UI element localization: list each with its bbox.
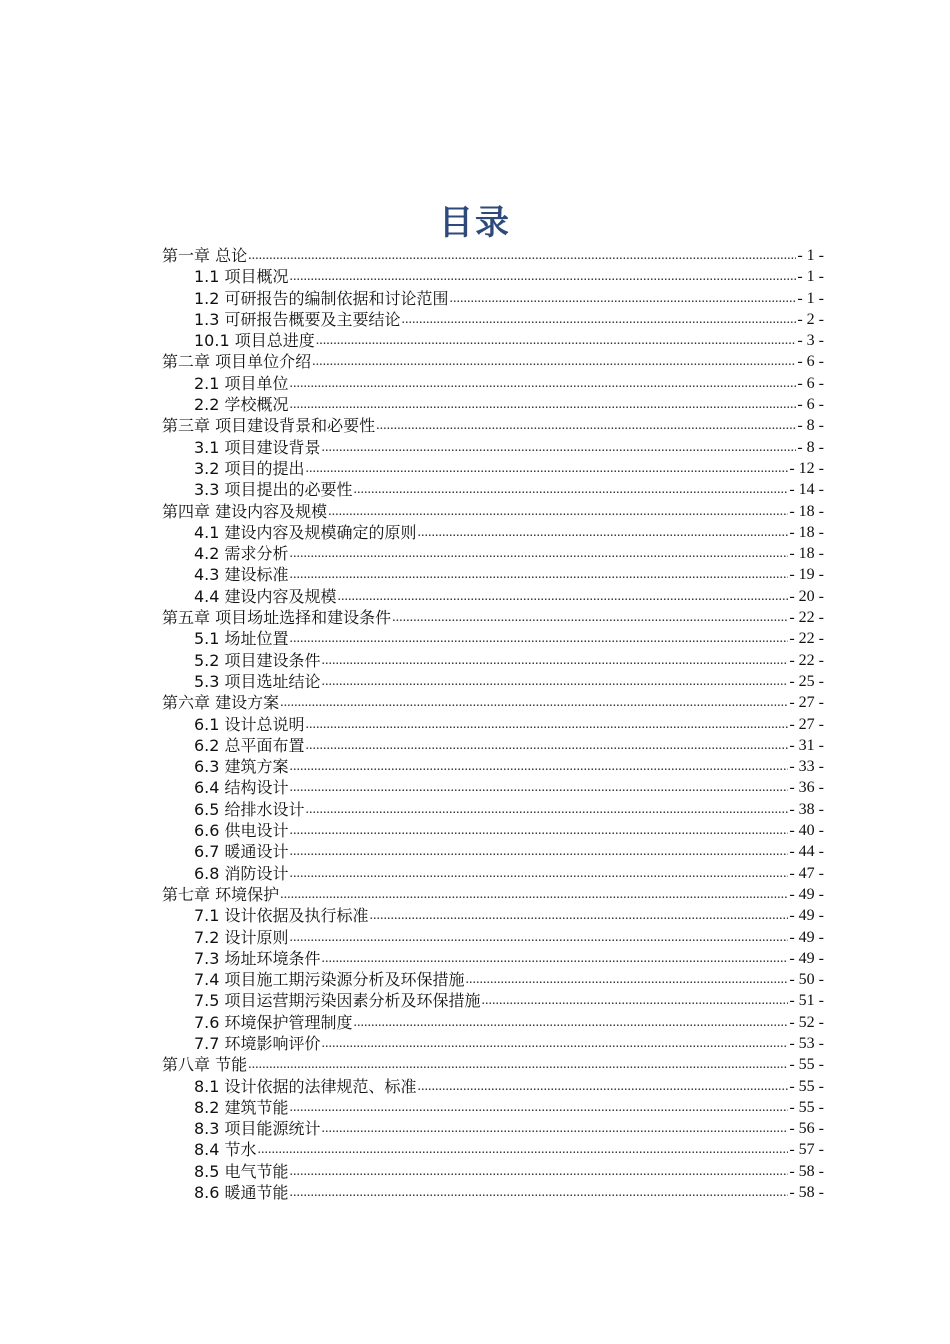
toc-dot-leader <box>306 799 789 820</box>
toc-section-entry[interactable] <box>162 330 824 351</box>
toc-entry-label: 3.3 项目提出的必要性 <box>194 480 353 500</box>
toc-page-number: - 14 - <box>789 481 824 499</box>
toc-entry-label: 6.7 暖通设计 <box>194 842 289 862</box>
toc-dot-leader <box>392 607 788 628</box>
toc-entry-label: 2.2 学校概况 <box>194 395 289 415</box>
toc-section-entry[interactable] <box>162 479 824 500</box>
toc-page-number: - 49 - <box>789 885 824 903</box>
toc-section-entry[interactable] <box>162 927 824 948</box>
toc-entry-label: 4.3 建设标准 <box>194 565 289 585</box>
toc-entry-label: 第七章 环境保护 <box>162 884 280 904</box>
toc-dot-leader <box>322 1118 789 1139</box>
toc-entry-label: 6.8 消防设计 <box>194 863 289 883</box>
toc-chapter-entry[interactable] <box>162 692 824 713</box>
toc-entry-label: 4.1 建设内容及规模确定的原则 <box>194 522 417 542</box>
toc-page-number: - 49 - <box>789 949 824 967</box>
toc-entry-label: 7.3 场址环境条件 <box>194 948 321 968</box>
toc-page-number: - 58 - <box>789 1184 824 1202</box>
toc-dot-leader <box>338 586 789 607</box>
toc-section-entry[interactable] <box>162 586 824 607</box>
toc-dot-leader <box>290 394 797 415</box>
toc-dot-leader <box>316 330 797 351</box>
toc-section-entry[interactable] <box>162 1139 824 1160</box>
toc-section-entry[interactable] <box>162 288 824 309</box>
toc-dot-leader <box>402 309 797 330</box>
toc-section-entry[interactable] <box>162 671 824 692</box>
toc-dot-leader <box>322 650 789 671</box>
toc-page-number: - 50 - <box>789 971 824 989</box>
toc-dot-leader <box>450 288 797 309</box>
toc-dot-leader <box>306 458 789 479</box>
toc-dot-leader <box>290 628 789 649</box>
toc-section-entry[interactable] <box>162 1033 824 1054</box>
toc-section-entry[interactable] <box>162 820 824 841</box>
toc-dot-leader <box>258 1139 789 1160</box>
toc-section-entry[interactable] <box>162 948 824 969</box>
toc-page-number: - 33 - <box>789 758 824 776</box>
toc-page-number: - 22 - <box>789 630 824 648</box>
toc-dot-leader <box>290 543 789 564</box>
toc-entry-label: 第八章 节能 <box>162 1055 248 1075</box>
toc-page-number: - 56 - <box>789 1120 824 1138</box>
toc-section-entry[interactable] <box>162 756 824 777</box>
toc-dot-leader <box>370 905 789 926</box>
toc-dot-leader <box>290 927 789 948</box>
toc-section-entry[interactable] <box>162 777 824 798</box>
toc-dot-leader <box>418 522 789 543</box>
toc-entry-label: 5.3 项目选址结论 <box>194 671 321 691</box>
toc-section-entry[interactable] <box>162 458 824 479</box>
toc-section-entry[interactable] <box>162 628 824 649</box>
toc-page-number: - 57 - <box>789 1141 824 1159</box>
toc-section-entry[interactable] <box>162 309 824 330</box>
toc-dot-leader <box>354 479 789 500</box>
toc-page-number: - 58 - <box>789 1162 824 1180</box>
toc-page-number: - 1 - <box>797 247 824 264</box>
toc-page-number: - 49 - <box>789 928 824 946</box>
toc-page-number: - 27 - <box>789 715 824 733</box>
toc-entry-label: 3.2 项目的提出 <box>194 458 305 478</box>
toc-section-entry[interactable] <box>162 564 824 585</box>
toc-entry-label: 6.5 给排水设计 <box>194 799 305 819</box>
toc-dot-leader <box>290 863 789 884</box>
toc-entry-label: 6.1 设计总说明 <box>194 714 305 734</box>
toc-page-number: - 6 - <box>797 396 824 414</box>
toc-page-number: - 55 - <box>789 1098 824 1116</box>
toc-dot-leader <box>290 1097 789 1118</box>
toc-dot-leader <box>306 735 789 756</box>
toc-section-entry[interactable] <box>162 437 824 458</box>
toc-entry-label: 7.4 项目施工期污染源分析及环保措施 <box>194 970 465 990</box>
toc-entry-label: 8.2 建筑节能 <box>194 1097 289 1117</box>
toc-page-number: - 36 - <box>789 779 824 797</box>
toc-section-entry[interactable] <box>162 373 824 394</box>
toc-dot-leader <box>354 1012 789 1033</box>
toc-entry-label: 7.5 项目运营期污染因素分析及环保措施 <box>194 991 481 1011</box>
toc-title: 目录 <box>439 203 511 243</box>
toc-entry-label: 5.2 项目建设条件 <box>194 650 321 670</box>
toc-page-number: - 2 - <box>797 310 824 328</box>
toc-section-entry[interactable] <box>162 714 824 735</box>
toc-page-number: - 8 - <box>797 417 824 435</box>
toc-page-number: - 52 - <box>789 1013 824 1031</box>
toc-page-number: - 8 - <box>797 438 824 456</box>
toc-entry-label: 2.1 项目单位 <box>194 373 289 393</box>
toc-section-entry[interactable] <box>162 1076 824 1097</box>
toc-page-number: - 27 - <box>789 694 824 712</box>
toc-dot-leader <box>290 564 789 585</box>
toc-page-number: - 53 - <box>789 1034 824 1052</box>
toc-page-number: - 38 - <box>789 800 824 818</box>
toc-page-number: - 20 - <box>789 587 824 605</box>
toc-section-entry[interactable] <box>162 1161 824 1182</box>
toc-dot-leader <box>290 373 797 394</box>
toc-entry-label: 5.1 场址位置 <box>194 629 289 649</box>
toc-entry-label: 6.4 结构设计 <box>194 778 289 798</box>
toc-page-number: - 18 - <box>789 523 824 541</box>
toc-dot-leader <box>322 437 797 458</box>
toc-page-number: - 19 - <box>789 566 824 584</box>
toc-entry-label: 3.1 项目建设背景 <box>194 437 321 457</box>
toc-section-entry[interactable] <box>162 394 824 415</box>
toc-entry-label: 7.6 环境保护管理制度 <box>194 1012 353 1032</box>
toc-page-number: - 25 - <box>789 672 824 690</box>
toc-entry-label: 7.7 环境影响评价 <box>194 1033 321 1053</box>
toc-entry-label: 1.2 可研报告的编制依据和讨论范围 <box>194 288 449 308</box>
toc-dot-leader <box>418 1076 789 1097</box>
toc-dot-leader <box>312 351 796 372</box>
toc-entry-label: 6.6 供电设计 <box>194 821 289 841</box>
toc-dot-leader <box>290 1161 789 1182</box>
toc-section-entry[interactable] <box>162 522 824 543</box>
toc-entry-label: 4.2 需求分析 <box>194 544 289 564</box>
toc-page-number: - 55 - <box>789 1077 824 1095</box>
toc-page-number: - 22 - <box>789 651 824 669</box>
toc-dot-leader <box>290 820 789 841</box>
table-of-contents <box>162 245 824 1203</box>
toc-entry-label: 8.1 设计依据的法律规范、标准 <box>194 1076 417 1096</box>
toc-dot-leader <box>376 415 796 436</box>
toc-dot-leader <box>290 1182 789 1203</box>
toc-dot-leader <box>290 841 789 862</box>
toc-section-entry[interactable] <box>162 990 824 1011</box>
toc-dot-leader <box>290 266 797 287</box>
toc-section-entry[interactable] <box>162 863 824 884</box>
toc-entry-label: 1.3 可研报告概要及主要结论 <box>194 309 401 329</box>
toc-page-number: - 40 - <box>789 822 824 840</box>
toc-page-number: - 12 - <box>789 459 824 477</box>
toc-entry-label: 第六章 建设方案 <box>162 693 280 713</box>
toc-page-number: - 55 - <box>789 1056 824 1074</box>
toc-entry-label: 第二章 项目单位介绍 <box>162 352 312 372</box>
toc-section-entry[interactable] <box>162 1012 824 1033</box>
toc-entry-label: 8.4 节水 <box>194 1140 257 1160</box>
toc-page-number: - 44 - <box>789 843 824 861</box>
toc-dot-leader <box>322 1033 789 1054</box>
toc-chapter-entry[interactable] <box>162 607 824 628</box>
toc-page-number: - 1 - <box>797 289 824 307</box>
toc-entry-label: 第一章 总论 <box>162 246 248 265</box>
toc-dot-leader <box>482 990 789 1011</box>
toc-entry-label: 6.2 总平面布置 <box>194 735 305 755</box>
toc-page-number: - 1 - <box>797 268 824 286</box>
toc-entry-label: 第三章 项目建设背景和必要性 <box>162 416 376 436</box>
toc-dot-leader <box>328 501 788 522</box>
toc-entry-label: 1.1 项目概况 <box>194 267 289 287</box>
toc-chapter-entry[interactable] <box>162 351 824 372</box>
toc-section-entry[interactable] <box>162 650 824 671</box>
toc-page-number: - 6 - <box>797 374 824 392</box>
toc-dot-leader <box>306 714 789 735</box>
toc-chapter-entry[interactable] <box>162 415 824 436</box>
toc-entry-label: 8.5 电气节能 <box>194 1161 289 1181</box>
toc-entry-label: 7.1 设计依据及执行标准 <box>194 906 369 926</box>
toc-dot-leader <box>280 884 788 905</box>
toc-section-entry[interactable] <box>162 841 824 862</box>
toc-page-number: - 18 - <box>789 502 824 520</box>
toc-dot-leader <box>280 692 788 713</box>
toc-chapter-entry[interactable] <box>162 501 824 522</box>
toc-entry-label: 8.6 暖通节能 <box>194 1183 289 1203</box>
toc-chapter-entry[interactable] <box>162 884 824 905</box>
toc-section-entry[interactable] <box>162 735 824 756</box>
toc-section-entry[interactable] <box>162 1182 824 1203</box>
toc-dot-leader <box>290 756 789 777</box>
toc-entry-label: 7.2 设计原则 <box>194 927 289 947</box>
toc-entry-label: 10.1 项目总进度 <box>194 331 315 351</box>
toc-section-entry[interactable] <box>162 969 824 990</box>
toc-page-number: - 51 - <box>789 992 824 1010</box>
toc-dot-leader <box>248 1054 788 1075</box>
toc-dot-leader <box>466 969 789 990</box>
toc-dot-leader <box>248 245 796 266</box>
toc-section-entry[interactable] <box>162 1097 824 1118</box>
toc-chapter-entry[interactable] <box>162 1054 824 1075</box>
toc-page-number: - 47 - <box>789 864 824 882</box>
toc-entry-label: 6.3 建筑方案 <box>194 757 289 777</box>
toc-entry-label: 第五章 项目场址选择和建设条件 <box>162 608 392 628</box>
toc-entry-label: 8.3 项目能源统计 <box>194 1119 321 1139</box>
toc-section-entry[interactable] <box>162 1118 824 1139</box>
toc-page-number: - 22 - <box>789 609 824 627</box>
toc-entry-label: 第四章 建设内容及规模 <box>162 501 328 521</box>
toc-page-number: - 18 - <box>789 545 824 563</box>
toc-dot-leader <box>290 777 789 798</box>
toc-page-number: - 49 - <box>789 907 824 925</box>
toc-entry-label: 4.4 建设内容及规模 <box>194 586 337 606</box>
toc-section-entry[interactable] <box>162 543 824 564</box>
toc-section-entry[interactable] <box>162 266 824 287</box>
toc-dot-leader <box>322 948 789 969</box>
toc-section-entry[interactable] <box>162 799 824 820</box>
toc-dot-leader <box>322 671 789 692</box>
toc-section-entry[interactable] <box>162 905 824 926</box>
toc-chapter-entry[interactable] <box>162 245 824 266</box>
toc-page-number: - 3 - <box>797 332 824 350</box>
toc-page-number: - 6 - <box>797 353 824 371</box>
toc-page-number: - 31 - <box>789 736 824 754</box>
